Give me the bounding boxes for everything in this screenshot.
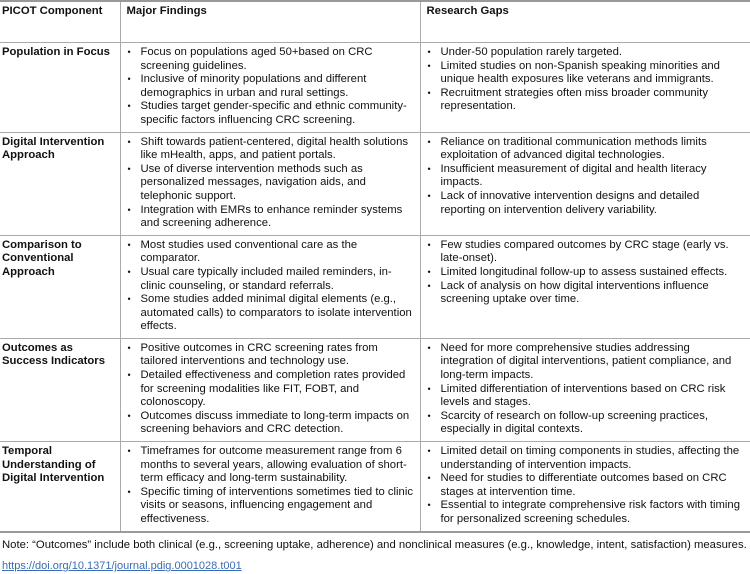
list-item: • Limited detail on timing components in studies, affecting the understanding of intervention impacts. — [427, 445, 745, 472]
table-row — [0, 43, 750, 133]
list-item: • Recruitment strategies often miss broader community representation. — [427, 87, 745, 114]
gaps-list — [427, 239, 745, 307]
list-item: • Studies target gender-specific and ethnic community-specific factors influencing CRC screening. — [127, 100, 414, 127]
list-item: • Use of diverse intervention methods such as personalized messages, navigation aids, and telephonic support. — [127, 163, 414, 204]
list-item: • Focus on populations aged 50+based on CRC screening guidelines. — [127, 46, 414, 73]
list-item: • Limited differentiation of interventions based on CRC risk levels and stages. — [427, 383, 745, 410]
list-item: • Reliance on traditional communication methods limits exploitation of advanced digital technologies. — [427, 136, 745, 163]
gaps-list — [427, 136, 745, 218]
list-item: • Under-50 population rarely targeted. — [427, 46, 745, 60]
findings-cell — [120, 235, 420, 338]
header-major-findings: Major Findings — [120, 1, 420, 43]
header-row — [0, 1, 750, 43]
list-item: • Limited longitudinal follow-up to assess sustained effects. — [427, 266, 745, 280]
picot-component-cell: Outcomes as Success Indicators — [2, 341, 105, 368]
findings-list — [127, 342, 414, 437]
findings-list — [127, 136, 414, 231]
gaps-cell — [420, 338, 750, 441]
gaps-cell — [420, 43, 750, 133]
table-row — [0, 132, 750, 235]
list-item: • Few studies compared outcomes by CRC stage (early vs. late-onset). — [427, 239, 745, 266]
list-item: • Need for more comprehensive studies addressing integration of digital interventions, patient compliance, and long-term impacts. — [427, 342, 745, 383]
gaps-list — [427, 445, 745, 527]
list-item: • Inclusive of minority populations and different demographics in urban and rural settings. — [127, 73, 414, 100]
findings-cell — [120, 338, 420, 441]
findings-cell — [120, 442, 420, 532]
list-item: • Positive outcomes in CRC screening rates from tailored interventions and technology use. — [127, 342, 414, 369]
list-item: • Need for studies to differentiate outcomes based on CRC stages at intervention time. — [427, 472, 745, 499]
table-row — [0, 338, 750, 441]
table-row — [0, 235, 750, 338]
list-item: • Insufficient measurement of digital and health literacy impacts. — [427, 163, 745, 190]
table-note: Note: “Outcomes” include both clinical (e.g., screening uptake, adherence) and nonclinical measures (e.g., knowledge, intent, satisfaction) measures. — [2, 538, 747, 551]
list-item: • Outcomes discuss immediate to long-term impacts on screening behaviors and CRC detection. — [127, 410, 414, 437]
table-row — [0, 442, 750, 532]
list-item: • Scarcity of research on follow-up screening practices, especially in digital contexts. — [427, 410, 745, 437]
list-item: • Limited studies on non-Spanish speaking minorities and unique health exposures like veterans and immigrants. — [427, 60, 745, 87]
list-item: • Some studies added minimal digital elements (e.g., automated calls) to comparators to isolate intervention effects. — [127, 293, 414, 334]
picot-component-cell: Comparison to Conventional Approach — [2, 238, 82, 278]
findings-list — [127, 239, 414, 334]
header-research-gaps: Research Gaps — [420, 1, 750, 43]
doi-link[interactable]: https://doi.org/10.1371/journal.pdig.0001028.t001 — [2, 560, 242, 573]
gaps-list — [427, 46, 745, 114]
list-item: • Lack of innovative intervention designs and detailed reporting on intervention delivery variability. — [427, 190, 745, 217]
list-item: • Integration with EMRs to enhance reminder systems and screening adherence. — [127, 204, 414, 231]
picot-component-cell: Temporal Understanding of Digital Intervention — [2, 445, 105, 485]
picot-component-cell: Digital Intervention Approach — [2, 135, 105, 162]
gaps-cell — [420, 132, 750, 235]
findings-list — [127, 46, 414, 128]
list-item: • Lack of analysis on how digital interventions influence screening uptake over time. — [427, 280, 745, 307]
list-item: • Specific timing of interventions sometimes tied to clinic visits or seasons, influencing engagement and effectiveness. — [127, 486, 414, 527]
list-item: • Essential to integrate comprehensive risk factors with timing for personalized screening schedules. — [427, 499, 745, 526]
list-item: • Timeframes for outcome measurement range from 6 months to several years, allowing evaluation of short-term efficacy and long-term sustainability. — [127, 445, 414, 486]
list-item: • Shift towards patient-centered, digital health solutions like mHealth, apps, and patient portals. — [127, 136, 414, 163]
list-item: • Usual care typically included mailed reminders, in-clinic counseling, or standard referrals. — [127, 266, 414, 293]
gaps-cell — [420, 235, 750, 338]
findings-cell — [120, 132, 420, 235]
header-picot-component: PICOT Component — [2, 5, 103, 17]
list-item: • Detailed effectiveness and completion rates provided for screening modalities like FIT, FOBT, and colonoscopy. — [127, 369, 414, 410]
gaps-cell — [420, 442, 750, 532]
list-item: • Most studies used conventional care as the comparator. — [127, 239, 414, 266]
findings-list — [127, 445, 414, 527]
picot-component-cell: Population in Focus — [2, 46, 110, 58]
findings-cell — [120, 43, 420, 133]
gaps-list — [427, 342, 745, 437]
